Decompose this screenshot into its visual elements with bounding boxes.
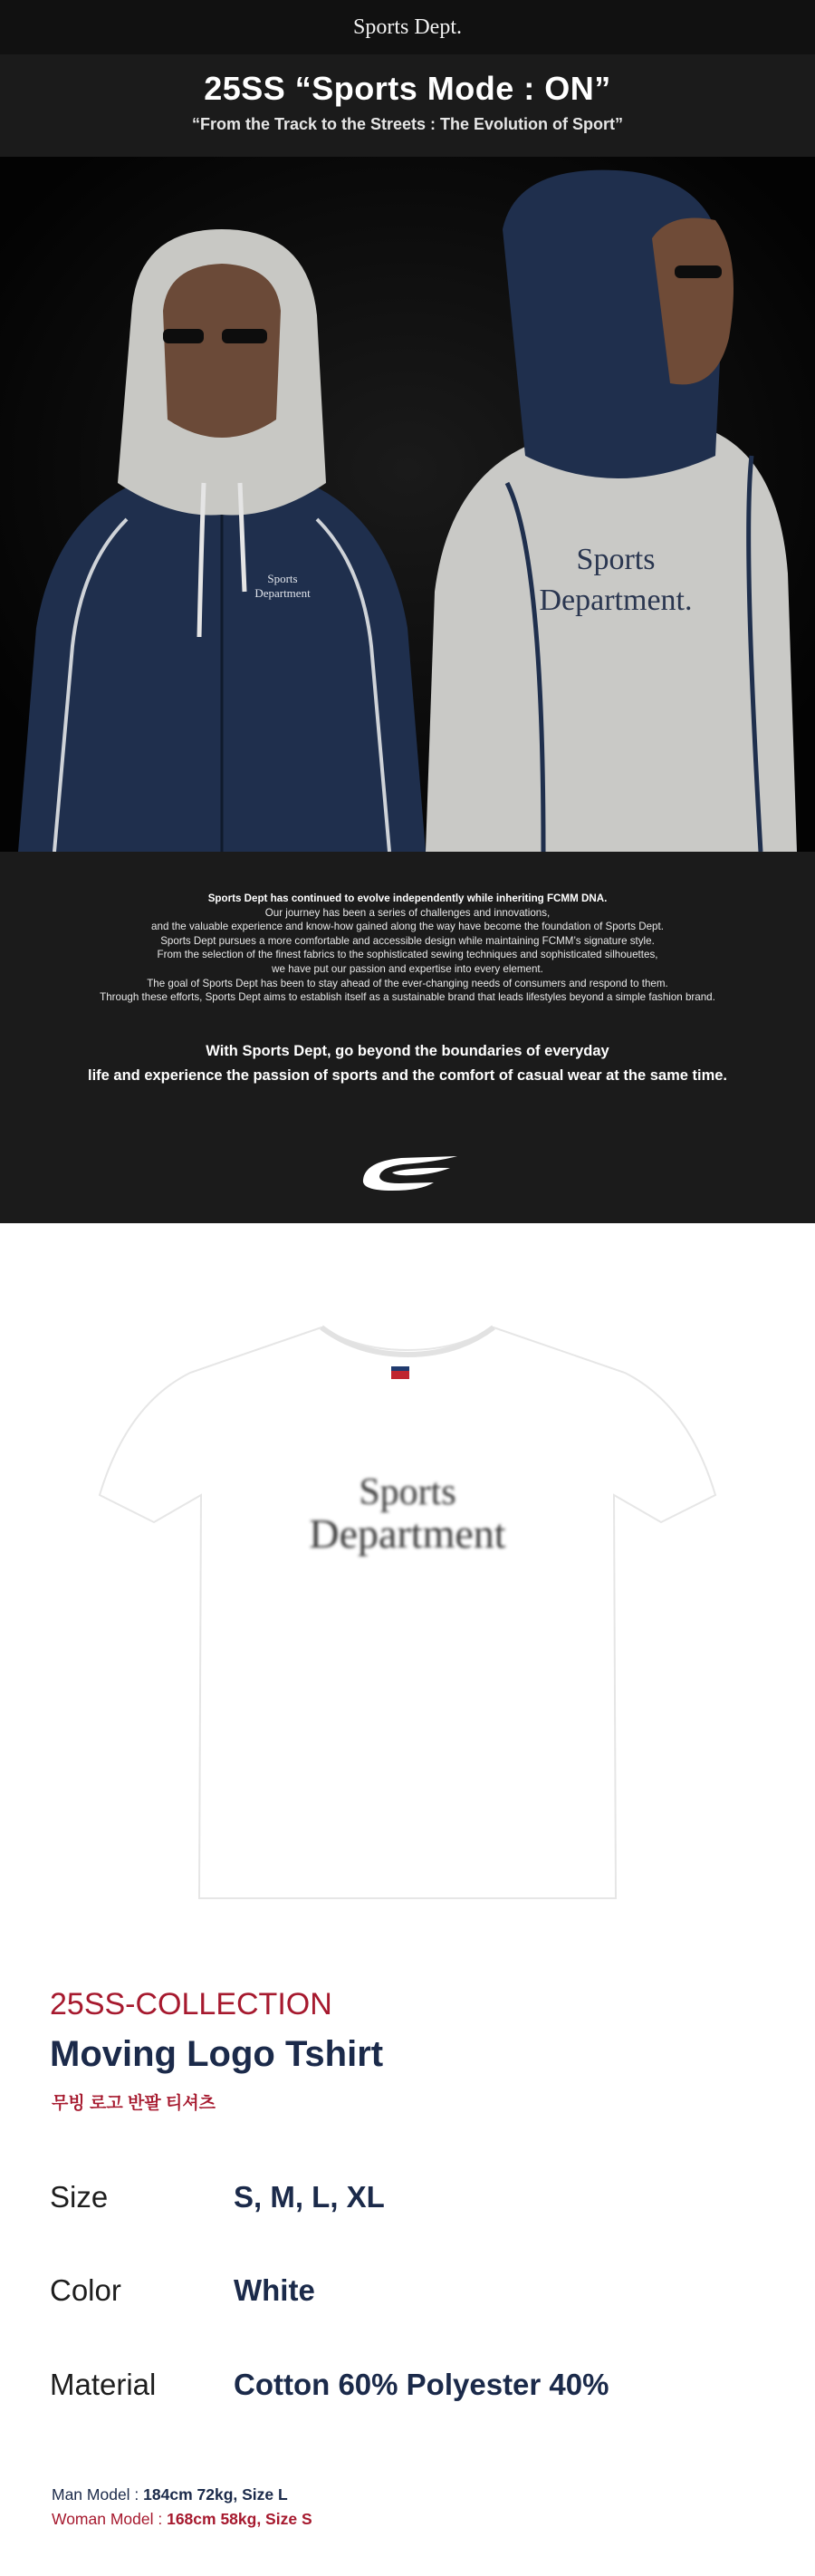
woman-model-info	[52, 2510, 312, 2529]
campaign-photo	[0, 157, 815, 852]
brand-wordmark: Sports Dept.	[353, 15, 462, 39]
man-model-label: Man Model :	[52, 2485, 144, 2504]
spec-material-value: Cotton 60% Polyester 40%	[234, 2368, 609, 2401]
man-model-info	[52, 2485, 288, 2504]
brand-emblem-icon	[356, 1153, 460, 1194]
spec-size-label: Size	[50, 2180, 109, 2214]
brand-story-line: Our journey has been a series of challenges and innovations,	[264, 906, 551, 919]
product-title: Moving Logo Tshirt	[50, 2034, 384, 2074]
left-hoodie-print-line1: Sports	[267, 572, 298, 585]
brand-slogan-line2: life and experience the passion of sports and the comfort of casual wear at the same time.	[87, 1067, 728, 1084]
right-hoodie-print-line2: Department.	[539, 584, 693, 617]
campaign-subtitle: “From the Track to the Streets : The Evolution of Sport”	[191, 115, 624, 133]
woman-model-value: 168cm 58kg, Size S	[167, 2510, 312, 2528]
woman-model-label: Woman Model :	[52, 2510, 168, 2528]
brand-story-line: and the valuable experience and know-how gained along the way have become the foundation of Sports Dept.	[151, 921, 664, 933]
brand-story-line: Sports Dept pursues a more comfortable and accessible design while maintaining FCMM’s signature style.	[160, 934, 655, 947]
campaign-photo-illustration	[0, 157, 815, 852]
left-hoodie-print-line2: Department	[254, 586, 311, 600]
brand-bar	[0, 0, 815, 54]
product-title-korean: 무빙 로고 반팔 티셔츠	[52, 2094, 216, 2113]
spec-material-label: Material	[50, 2368, 157, 2401]
man-model-value: 184cm 72kg, Size L	[143, 2485, 288, 2504]
spec-color-value: White	[234, 2273, 315, 2307]
spec-size-value: S, M, L, XL	[234, 2180, 385, 2214]
brand-story	[0, 892, 815, 1005]
brand-story-line: Through these efforts, Sports Dept aims to establish itself as a sustainable brand that leads lifestyles beyond a simple fashion brand.	[100, 991, 715, 1004]
product-photo	[0, 1223, 815, 1939]
tshirt-illustration	[0, 1223, 815, 1939]
campaign-title: 25SS “Sports Mode : ON”	[204, 70, 611, 107]
collection-label: 25SS-COLLECTION	[50, 1987, 332, 2021]
brand-story-line: From the selection of the finest fabrics to the sophisticated sewing techniques and sophisticated silhouettes,	[157, 949, 658, 961]
brand-story-lead: Sports Dept has continued to evolve independently while inheriting FCMM DNA.	[207, 892, 608, 904]
tshirt-print-line1: Sports	[359, 1471, 456, 1513]
tshirt-print-line2: Department	[309, 1510, 506, 1557]
brand-story-line: The goal of Sports Dept has been to stay ahead of the ever-changing needs of consumers and respond to them.	[147, 977, 668, 989]
brand-slogan-line1: With Sports Dept, go beyond the boundaries of everyday	[206, 1043, 609, 1059]
spec-color-label: Color	[50, 2273, 121, 2307]
brand-story-line: we have put our passion and expertise into every element.	[272, 962, 543, 975]
right-hoodie-print-line1: Sports	[576, 543, 656, 576]
brand-slogan	[0, 1039, 815, 1088]
